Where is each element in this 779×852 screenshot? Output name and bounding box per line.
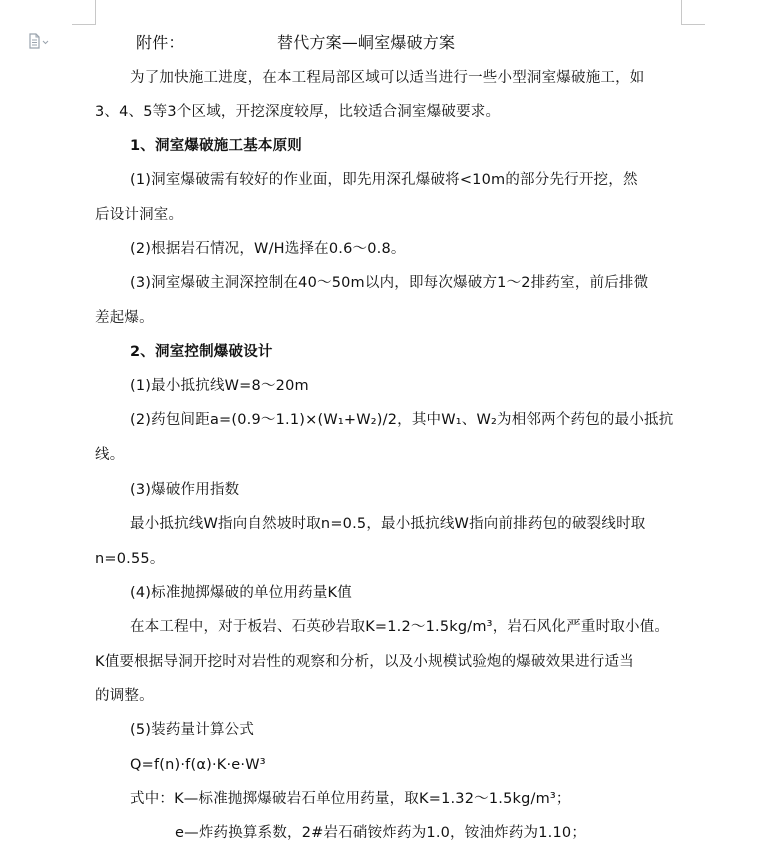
paragraph-line: (3)洞室爆破主洞深控制在40～50m以内，即每次爆破方1～2排药室，前后排微	[130, 275, 649, 291]
paragraph-line: (1)洞室爆破需有较好的作业面，即先用深孔爆破将<10m的部分先行开挖，然	[130, 172, 638, 188]
paragraph-line: 的调整。	[95, 688, 154, 704]
formula: Q=f(n)·f(α)·K·e·W³	[130, 757, 266, 773]
crop-mark-top-left	[95, 0, 96, 25]
paragraph-line: 在本工程中，对于板岩、石英砂岩取K=1.2～1.5kg/m³，岩石风化严重时取小值。	[130, 619, 670, 635]
paragraph-line: (2)药包间距a=(0.9～1.1)×(W₁+W₂)/2，其中W₁、W₂为相邻两个药包的最小抵抗	[130, 412, 674, 428]
paragraph-line: (4)标准抛掷爆破的单位用药量K值	[130, 585, 352, 601]
paragraph-line: 式中：K—标准抛掷爆破岩石单位用药量，取K=1.32～1.5kg/m³；	[130, 791, 571, 807]
paragraph-line: e—炸药换算系数，2#岩石硝铵炸药为1.0，铵油炸药为1.10；	[175, 825, 587, 841]
paragraph-line: 差起爆。	[95, 310, 154, 326]
paragraph-line: (2)根据岩石情况，W/H选择在0.6～0.8。	[130, 241, 406, 257]
paragraph-line: (3)爆破作用指数	[130, 482, 240, 498]
paragraph-line: (5)装药量计算公式	[130, 722, 255, 738]
document-icon[interactable]	[28, 33, 50, 49]
paragraph-line: 最小抵抗线W指向自然坡时取n=0.5，最小抵抗线W指向前排药包的破裂线时取	[130, 516, 646, 532]
paragraph-line: 后设计洞室。	[95, 207, 184, 223]
section-heading: 2、洞室控制爆破设计	[130, 344, 273, 360]
crop-mark-top-right-h	[681, 24, 705, 25]
paragraph-line: 线。	[95, 447, 125, 463]
paragraph-line: K值要根据导洞开挖时对岩性的观察和分析，以及小规模试验炮的爆破效果进行适当	[95, 654, 634, 670]
paragraph-line: 3、4、5等3个区域，开挖深度较厚，比较适合洞室爆破要求。	[95, 104, 501, 120]
crop-mark-top-left-h	[72, 24, 96, 25]
section-heading: 1、洞室爆破施工基本原则	[130, 138, 302, 154]
paragraph-line: 为了加快施工进度，在本工程局部区域可以适当进行一些小型洞室爆破施工，如	[130, 70, 645, 86]
document-title: 替代方案—峒室爆破方案	[277, 33, 456, 52]
attachment-label: 附件：	[136, 33, 185, 52]
crop-mark-top-right	[681, 0, 682, 25]
paragraph-line: (1)最小抵抗线W=8～20m	[130, 378, 309, 394]
paragraph-line: n=0.55。	[95, 551, 165, 567]
